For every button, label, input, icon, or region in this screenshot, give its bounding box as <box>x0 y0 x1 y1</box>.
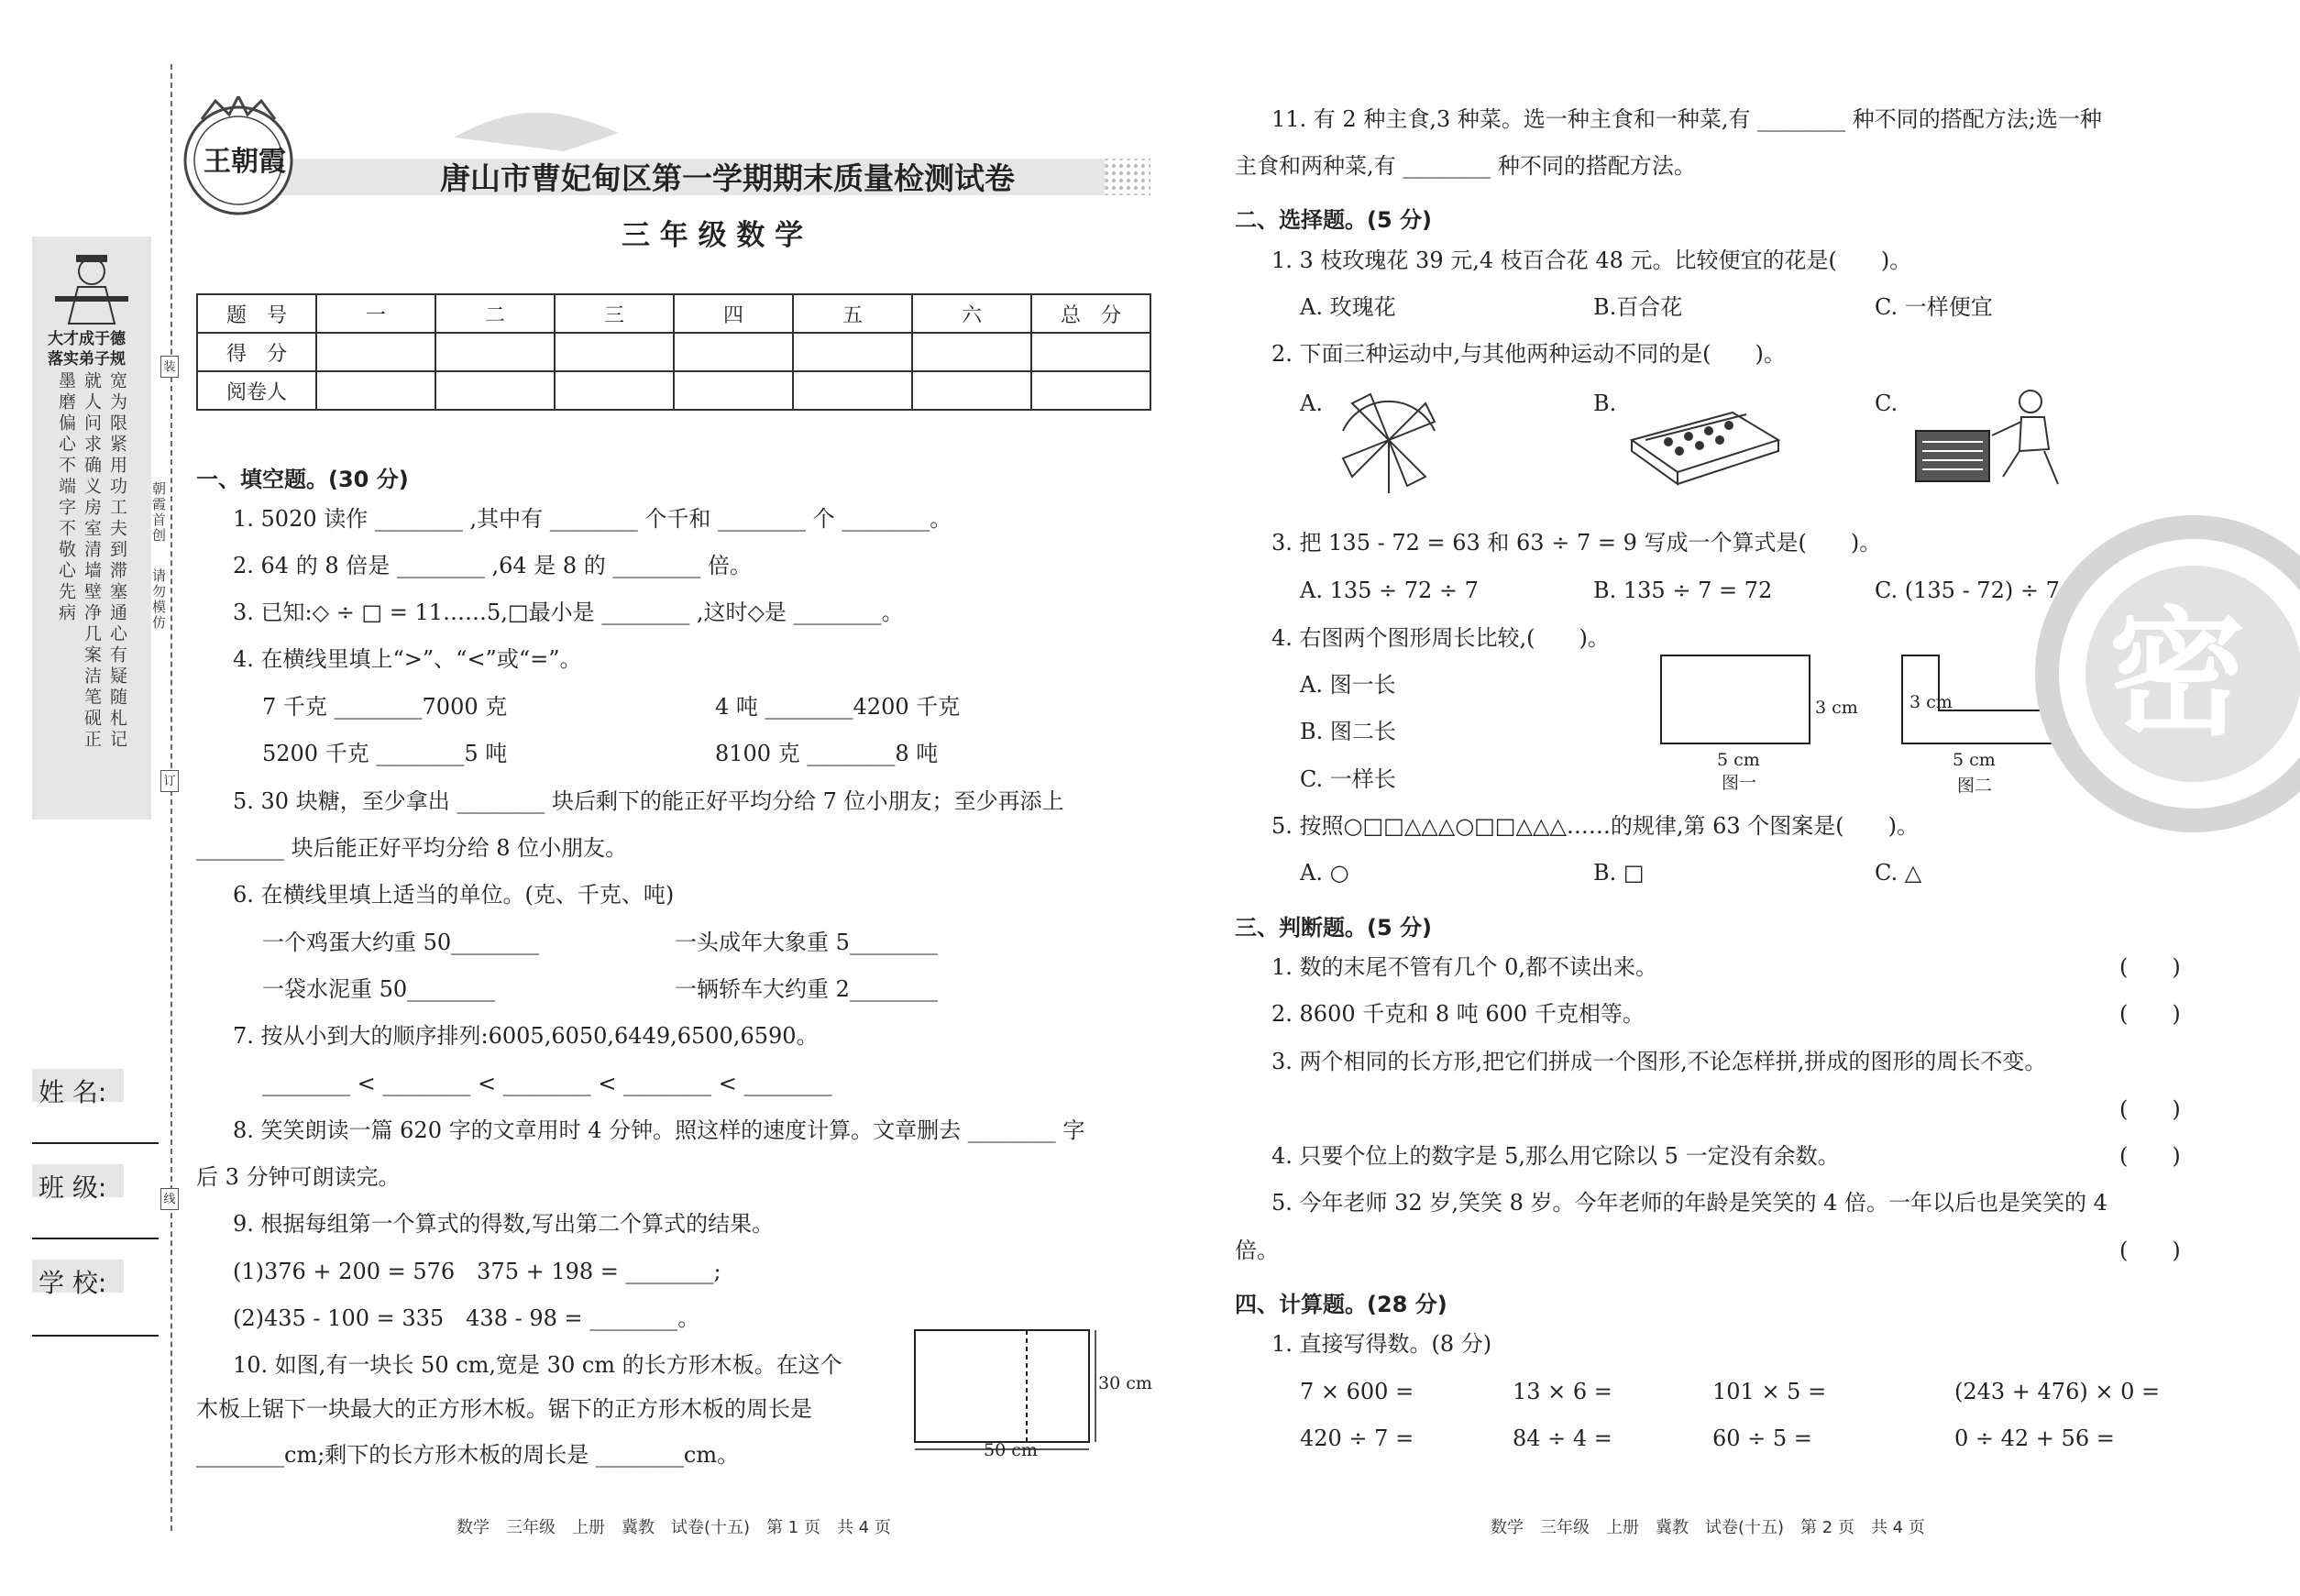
score-col-label: 题 号 <box>197 294 316 333</box>
choice-2-b[interactable]: B. <box>1593 391 1617 416</box>
question-1-4d: 8100 克 ________8 吨 <box>715 741 939 766</box>
footer-left: 数学 三年级 上册 冀教 试卷(十五) 第 1 页 共 4 页 <box>457 1518 891 1537</box>
exam-subtitle: 三 年 级 数 学 <box>622 219 804 252</box>
scholar-icon <box>50 246 133 328</box>
grader-cell[interactable] <box>435 371 555 410</box>
edge-note-1: 朝霞首创 <box>150 481 167 544</box>
question-1-11a: 11. 有 2 种主食,3 种菜。选一种主食和一种菜,有 ________ 种不同的搭配方法;选一种 <box>1271 106 2102 132</box>
question-1-6b: 一头成年大象重 5________ <box>675 930 938 955</box>
question-1-5a: 5. 30 块糖，至少拿出 ________ 块后剩下的能正好平均分给 7 位小朋友；至少再添上 <box>233 788 1064 814</box>
score-col-5: 五 <box>793 294 912 333</box>
score-cell[interactable] <box>316 333 435 371</box>
judge-5a: 5. 今年老师 32 岁,笑笑 8 岁。今年老师的年龄是笑笑的 4 倍。一年以后也是笑笑的 4 <box>1271 1190 2107 1216</box>
header-banner <box>179 96 1150 215</box>
score-row <box>197 333 1150 371</box>
score-cell[interactable] <box>674 333 793 371</box>
question-1-9b: (2)435 - 100 = 335 438 - 98 = ________。 <box>233 1305 700 1331</box>
choice-5-a[interactable]: A. ○ <box>1300 860 1349 886</box>
choice-2: 2. 下面三种运动中,与其他两种运动不同的是( )。 <box>1271 341 1786 367</box>
secret-stamp-text: 密 <box>2108 593 2247 754</box>
class-label: 班 级: <box>39 1172 107 1203</box>
figure-1-caption: 图一 <box>1722 773 1757 793</box>
score-table <box>196 293 1151 411</box>
calc-item: 84 ÷ 4 = <box>1513 1425 1612 1451</box>
question-1-10c: ________cm;剩下的长方形木板的周长是 ________cm。 <box>196 1442 740 1468</box>
choice-5-b[interactable]: B. □ <box>1593 860 1645 886</box>
seal-char-1: 装 <box>160 356 179 378</box>
score-col-total: 总 分 <box>1031 294 1150 333</box>
judge-2: 2. 8600 千克和 8 吨 600 千克相等。 <box>1271 1001 1645 1027</box>
motto-line-1: 大才成于德 <box>48 330 126 348</box>
choice-4-c[interactable]: C. 一样长 <box>1300 766 1396 792</box>
question-1-10a: 10. 如图,有一块长 50 cm,宽是 30 cm 的长方形木板。在这个 <box>233 1352 842 1378</box>
grader-row <box>197 371 1150 410</box>
motto-line-2: 落实弟子规 <box>48 350 126 369</box>
score-row-label: 得 分 <box>197 333 316 371</box>
school-field[interactable] <box>32 1335 159 1337</box>
score-col-6: 六 <box>912 294 1031 333</box>
choice-2-c[interactable]: C. <box>1875 391 1898 416</box>
question-1-4a: 7 千克 ________7000 克 <box>262 694 508 720</box>
judge-2-answer[interactable]: ( ) <box>2119 1001 2181 1027</box>
question-1-7: 7. 按从小到大的顺序排列:6005,6050,6449,6500,6590。 <box>233 1023 819 1049</box>
judge-5-answer[interactable]: ( ) <box>2119 1238 2181 1263</box>
calc-1-title: 1. 直接写得数。(8 分) <box>1271 1331 1492 1357</box>
question-1-8a: 8. 笑笑朗读一篇 620 字的文章用时 4 分钟。照这样的速度计算。文章删去 ________ 字 <box>233 1117 1085 1143</box>
figure-2-caption: 图二 <box>1957 776 1993 796</box>
score-col-1: 一 <box>316 294 435 333</box>
calc-item: 7 × 600 = <box>1300 1379 1414 1404</box>
figure-1-width: 5 cm <box>1717 750 1760 770</box>
question-1-6c: 一袋水泥重 50________ <box>262 976 496 1002</box>
score-col-3: 三 <box>555 294 674 333</box>
choice-1-b[interactable]: B.百合花 <box>1593 294 1683 320</box>
figure-2-height: 3 cm <box>1909 692 1953 712</box>
judge-3: 3. 两个相同的长方形,把它们拼成一个图形,不论怎样拼,拼成的图形的周长不变。 <box>1271 1049 2047 1074</box>
score-col-4: 四 <box>674 294 793 333</box>
score-cell[interactable] <box>793 333 912 371</box>
judge-1: 1. 数的末尾不管有几个 0,都不读出来。 <box>1271 954 1658 980</box>
exam-title: 唐山市曹妃甸区第一学期期末质量检测试卷 <box>440 160 1015 196</box>
edge-note-2: 请勿模仿 <box>150 568 167 631</box>
motto-column-1: 墨磨偏心不端字不敬心先病 <box>56 371 76 624</box>
calc-item: 60 ÷ 5 = <box>1712 1425 1812 1451</box>
question-1-4c: 5200 千克 ________5 吨 <box>262 741 508 766</box>
section-2-title: 二、选择题。(5 分) <box>1235 207 1432 233</box>
question-1-6: 6. 在横线里填上适当的单位。(克、千克、吨) <box>233 882 675 908</box>
judge-4: 4. 只要个位上的数字是 5,那么用它除以 5 一定没有余数。 <box>1271 1143 1840 1169</box>
choice-4-a[interactable]: A. 图一长 <box>1300 672 1396 698</box>
judge-3-answer[interactable]: ( ) <box>2119 1096 2181 1122</box>
question-1-9: 9. 根据每组第一个算式的得数,写出第二个算式的结果。 <box>233 1211 775 1237</box>
calc-item: 0 ÷ 42 + 56 = <box>1954 1425 2115 1451</box>
pushing-box-icon <box>1911 385 2067 495</box>
question-1-7-answer: ________ < ________ < ________ < ________ < ________ <box>262 1071 832 1096</box>
question-1-9a: (1)376 + 200 = 576 375 + 198 = ________; <box>233 1259 721 1284</box>
score-cell[interactable] <box>555 333 674 371</box>
score-table-header-row <box>197 294 1150 333</box>
calc-item: 13 × 6 = <box>1513 1379 1612 1404</box>
choice-1: 1. 3 枝玫瑰花 39 元,4 枝百合花 48 元。比较便宜的花是( )。 <box>1271 248 1912 273</box>
brand-logo-text: 王朝霞 <box>204 146 286 178</box>
question-1-6d: 一辆轿车大约重 2________ <box>675 976 938 1002</box>
calc-item: 420 ÷ 7 = <box>1300 1425 1414 1451</box>
choice-5-c[interactable]: C. △ <box>1875 860 1922 886</box>
motto-column-3: 宽为限紧用功工夫到滞塞通心有疑随札记 <box>107 371 127 751</box>
motto-column-2: 就人问求确义房室清墙壁净几案洁笔砚正 <box>82 371 102 751</box>
question-1-8b: 后 3 分钟可朗读完。 <box>196 1164 401 1190</box>
choice-4: 4. 右图两个图形周长比较,( )。 <box>1271 625 1610 651</box>
school-label: 学 校: <box>39 1268 107 1298</box>
section-4-title: 四、计算题。(28 分) <box>1235 1292 1447 1317</box>
grader-cell[interactable] <box>912 371 1031 410</box>
figure-2-width: 5 cm <box>1953 750 1996 770</box>
choice-5: 5. 按照○□□△△△○□□△△△……的规律,第 63 个图案是( )。 <box>1271 813 1920 839</box>
judge-4-answer[interactable]: ( ) <box>2119 1143 2181 1169</box>
score-cell[interactable] <box>912 333 1031 371</box>
question-1-11b: 主食和两种菜,有 ________ 种不同的搭配方法。 <box>1235 153 1696 179</box>
footer-right: 数学 三年级 上册 冀教 试卷(十五) 第 2 页 共 4 页 <box>1491 1518 1925 1537</box>
board-width-label: 50 cm <box>984 1440 1038 1460</box>
question-1-6a: 一个鸡蛋大约重 50________ <box>262 930 540 955</box>
seal-char-2: 订 <box>160 770 179 792</box>
question-1-2: 2. 64 的 8 倍是 ________ ,64 是 8 的 ________ 倍。 <box>233 553 753 578</box>
question-1-4: 4. 在横线里填上“>”、“<”或“=”。 <box>233 646 582 672</box>
figure-1-height: 3 cm <box>1815 698 1858 718</box>
board-height-label: 30 cm <box>1098 1373 1152 1393</box>
score-cell[interactable] <box>1031 333 1150 371</box>
calc-item: 101 × 5 = <box>1712 1379 1827 1404</box>
name-label: 姓 名: <box>39 1077 107 1107</box>
choice-2-a[interactable]: A. <box>1300 391 1323 416</box>
choice-3: 3. 把 135 - 72 = 63 和 63 ÷ 7 = 9 写成一个算式是( )。 <box>1271 530 1882 556</box>
section-1-title: 一、填空题。(30 分) <box>196 467 409 492</box>
windmill-icon <box>1334 385 1444 495</box>
question-1-5b: ________ 块后能正好平均分给 8 位小朋友。 <box>196 835 628 861</box>
grader-cell[interactable] <box>674 371 793 410</box>
binding-line <box>171 64 172 1531</box>
choice-1-a[interactable]: A. 玫瑰花 <box>1300 294 1396 320</box>
question-1-10b: 木板上锯下一块最大的正方形木板。锯下的正方形木板的周长是 <box>196 1396 812 1422</box>
grader-cell[interactable] <box>1031 371 1150 410</box>
score-col-2: 二 <box>435 294 555 333</box>
grader-row-label: 阅卷人 <box>197 371 316 410</box>
seal-char-3: 线 <box>160 1188 179 1210</box>
name-field[interactable] <box>32 1142 159 1144</box>
score-cell[interactable] <box>435 333 555 371</box>
grader-cell[interactable] <box>555 371 674 410</box>
choice-3-a[interactable]: A. 135 ÷ 72 ÷ 7 <box>1300 578 1479 603</box>
question-1-4b: 4 吨 ________4200 千克 <box>715 694 961 720</box>
choice-1-c[interactable]: C. 一样便宜 <box>1875 294 1993 320</box>
class-field[interactable] <box>32 1238 159 1239</box>
choice-3-b[interactable]: B. 135 ÷ 7 = 72 <box>1593 578 1773 603</box>
grader-cell[interactable] <box>316 371 435 410</box>
choice-3-c[interactable]: C. (135 - 72) ÷ 7 <box>1875 578 2060 603</box>
question-1-3: 3. 已知:◇ ÷ □ = 11……5,□最小是 ________ ,这时◇是 ________。 <box>233 600 904 625</box>
judge-1-answer[interactable]: ( ) <box>2119 954 2181 980</box>
grader-cell[interactable] <box>793 371 912 410</box>
judge-5b: 倍。 <box>1235 1238 1279 1263</box>
section-3-title: 三、判断题。(5 分) <box>1235 915 1432 941</box>
abacus-icon <box>1623 403 1788 495</box>
question-1-1: 1. 5020 读作 ________ ,其中有 ________ 个千和 ________ 个 ________。 <box>233 506 952 532</box>
calc-item: (243 + 476) × 0 = <box>1954 1379 2161 1404</box>
choice-4-b[interactable]: B. 图二长 <box>1300 719 1396 744</box>
